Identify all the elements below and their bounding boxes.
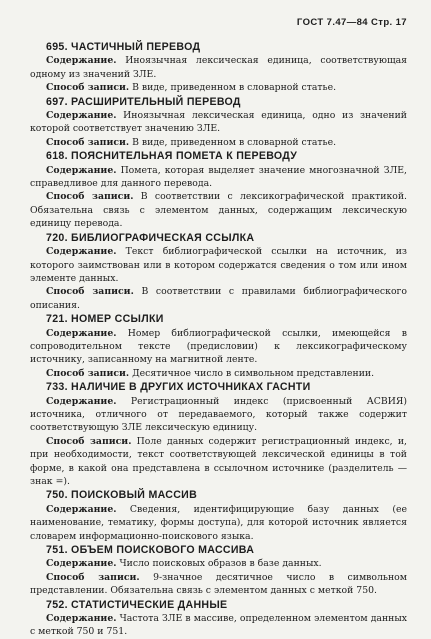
section-title: 752. СТАТИСТИЧЕСКИЕ ДАННЫЕ bbox=[46, 598, 228, 611]
paragraph bbox=[30, 503, 407, 543]
paragraph bbox=[30, 557, 407, 570]
paragraph-label: Содержание. bbox=[46, 164, 117, 176]
paragraph-label: Содержание. bbox=[46, 327, 117, 339]
paragraph-label: Содержание. bbox=[46, 613, 117, 625]
section bbox=[30, 95, 407, 150]
section-title: 618. ПОЯСНИТЕЛЬНАЯ ПОМЕТА К ПЕРЕВОДУ bbox=[46, 150, 298, 163]
paragraph-label: Способ записи. bbox=[46, 367, 130, 379]
paragraph-label: Содержание. bbox=[46, 55, 117, 67]
page-header: ГОСТ 7.47—84 Стр. 17 bbox=[296, 17, 407, 28]
paragraph bbox=[30, 285, 407, 312]
paragraph bbox=[30, 109, 407, 136]
section bbox=[30, 231, 407, 312]
section-title: 695. ЧАСТИЧНЫЙ ПЕРЕВОД bbox=[46, 41, 201, 53]
section bbox=[30, 543, 407, 598]
paragraph bbox=[30, 367, 407, 380]
paragraph-label: Содержание. bbox=[46, 246, 117, 258]
paragraph bbox=[30, 395, 407, 435]
section-title: 751. ОБЪЕМ ПОИСКОВОГО МАССИВА bbox=[46, 544, 255, 557]
paragraph-label: Содержание. bbox=[46, 558, 117, 570]
paragraph-label: Содержание. bbox=[46, 503, 117, 515]
section-title: 697. РАСШИРИТЕЛЬНЫЙ ПЕРЕВОД bbox=[46, 95, 241, 108]
paragraph-text: Иноязычная лексическая единица, соответствующая одному из значений ЗЛЕ. bbox=[30, 55, 407, 80]
paragraph bbox=[30, 81, 407, 94]
section bbox=[30, 380, 407, 488]
section-title: 720. БИБЛИОГРАФИЧЕСКАЯ ССЫЛКА bbox=[46, 231, 255, 244]
section-title: 721. НОМЕР ССЫЛКИ bbox=[46, 313, 164, 326]
paragraph-text: Частота ЗЛЕ в массиве, определенном элементом данных с меткой 750 и 751. bbox=[30, 613, 407, 638]
paragraph-label: Способ записи. bbox=[46, 136, 130, 148]
paragraph-text: Номер библиографической ссылки, имеющейся в сопроводительном тексте (предисловии) к лексикографическому источнику, записанному на магнитной ленте. bbox=[30, 327, 407, 366]
paragraph-label: Способ записи. bbox=[46, 571, 140, 583]
section-title: 733. НАЛИЧИЕ В ДРУГИХ ИСТОЧНИКАХ ГАСНТИ bbox=[46, 381, 311, 394]
paragraph-text: 9-значное десятичное число в символьном представлении. Обязательна связь с элементом данных с меткой 750. bbox=[30, 571, 407, 597]
section bbox=[30, 488, 407, 543]
paragraph bbox=[30, 54, 407, 81]
paragraph-label: Содержание. bbox=[46, 395, 117, 407]
section bbox=[30, 40, 407, 95]
paragraph-text: Сведения, идентифицирующие базу данных (ее наименование, тематику, формы доступа), для которой источник является словарем информационно-поискового языка. bbox=[30, 503, 407, 542]
section bbox=[30, 312, 407, 380]
paragraph bbox=[30, 136, 407, 149]
section bbox=[30, 149, 407, 230]
paragraph-text: В виде, приведенном в словарной статье. bbox=[129, 136, 337, 148]
paragraph-text: Помета, которая выделяет значение многозначной ЗЛЕ, справедливое для данного перевода. bbox=[30, 164, 407, 190]
paragraph-text: Иноязычная лексическая единица, одно из значений которой соответствует значению ЗЛЕ. bbox=[30, 110, 407, 135]
paragraph bbox=[30, 190, 407, 230]
paragraph bbox=[30, 164, 407, 191]
paragraph-label: Способ записи. bbox=[46, 286, 134, 298]
paragraph-text: Поле данных содержит регистрационный индекс, и, при необходимости, текст соответствующей лексической единицы в той форме, в какой она представлена в ссылочном источнике (разделитель — знак =). bbox=[30, 435, 407, 487]
document-body bbox=[30, 40, 407, 639]
paragraph bbox=[30, 435, 407, 489]
paragraph bbox=[30, 327, 407, 367]
paragraph-text: Число поисковых образов в базе данных. bbox=[116, 558, 322, 570]
paragraph-text: В соответствии с лексикографической практикой. Обязательна связь с элементом данных, содержащим лексическую единицу перевода. bbox=[30, 191, 408, 230]
paragraph bbox=[30, 612, 407, 639]
paragraph-text: В виде, приведенном в словарной статье. bbox=[129, 82, 337, 94]
paragraph bbox=[30, 571, 407, 598]
paragraph-label: Способ записи. bbox=[46, 435, 132, 447]
section-title: 750. ПОИСКОВЫЙ МАССИВ bbox=[46, 489, 198, 502]
paragraph bbox=[30, 245, 407, 285]
paragraph-label: Способ записи. bbox=[46, 191, 134, 203]
section bbox=[30, 598, 407, 639]
paragraph-text: Десятичное число в символьном представлении. bbox=[129, 367, 375, 379]
paragraph-text: В соответствии с правилами библиографического описания. bbox=[30, 286, 408, 311]
paragraph-label: Содержание. bbox=[46, 110, 117, 122]
paragraph-label: Способ записи. bbox=[46, 82, 130, 94]
paragraph-text: Текст библиографической ссылки на источник, из которого заимствован или в котором содержатся сведения о том или ином элементе данных. bbox=[30, 246, 407, 284]
paragraph-text: Регистрационный индекс (присвоенный АСВИЯ) источника, отличного от передаваемого, который также содержит соответствующую ЗЛЕ лексическую единицу. bbox=[30, 395, 407, 434]
